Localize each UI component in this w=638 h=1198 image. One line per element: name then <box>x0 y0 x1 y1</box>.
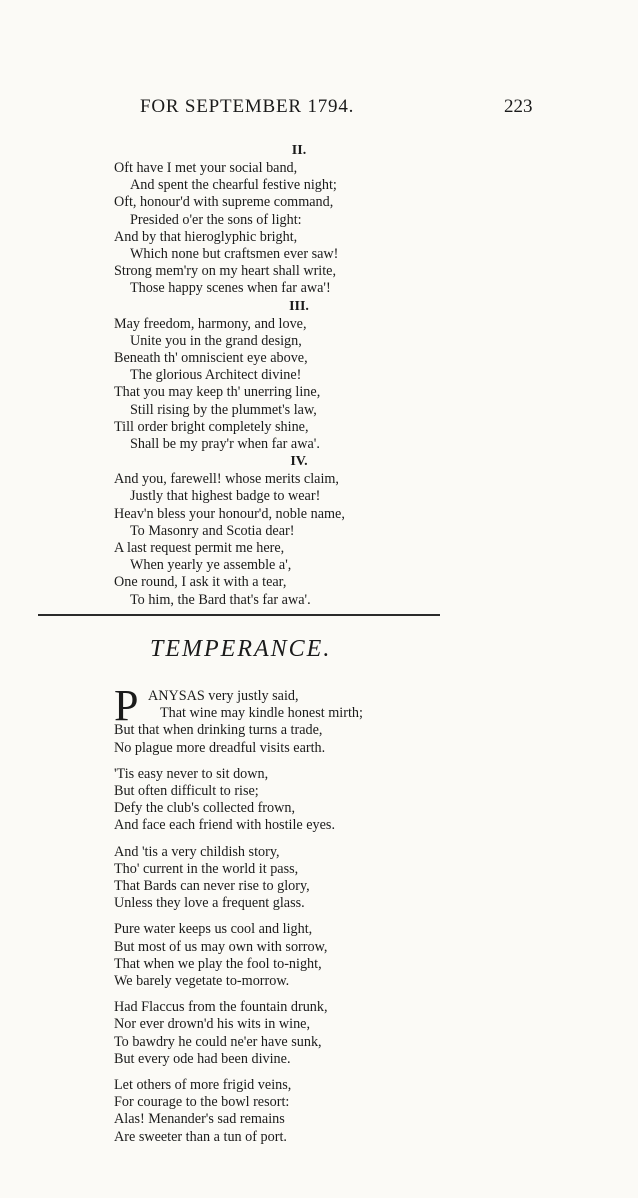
stanza-numeral: II. <box>291 143 307 158</box>
verse-line: But often difficult to rise; <box>114 783 259 800</box>
verse-line: No plague more dreadful visits earth. <box>114 739 326 756</box>
verse-line: May freedom, harmony, and love, <box>114 315 307 332</box>
verse-line: A last request permit me here, <box>114 540 285 557</box>
verse-line: ANYSAS very justly said, <box>148 688 299 704</box>
verse-line: But every ode had been divine. <box>114 1050 291 1067</box>
running-head: FOR SEPTEMBER 1794. <box>140 96 355 117</box>
verse-line: To Masonry and Scotia dear! <box>130 522 295 539</box>
stanza <box>114 844 444 913</box>
verse-line: Tho' current in the world it pass, <box>114 860 299 877</box>
section-divider <box>38 614 440 616</box>
verse-line: Beneath th' omniscient eye above, <box>114 350 308 367</box>
verse-line: One round, I ask it with a tear, <box>114 574 287 591</box>
stanza <box>114 921 444 990</box>
poem-masonic-farewell <box>114 142 444 609</box>
verse-line: Those happy scenes when far awa'! <box>130 280 331 297</box>
verse-line: We barely vegetate to-morrow. <box>114 973 290 990</box>
drop-cap: P <box>114 681 139 730</box>
verse-line: To bawdry he could ne'er have sunk, <box>114 1033 322 1050</box>
stanza-3 <box>114 298 444 454</box>
page-number: 223 <box>504 96 533 117</box>
verse-line: And you, farewell! whose merits claim, <box>114 471 339 488</box>
verse-line: Nor ever drown'd his wits in wine, <box>114 1016 311 1033</box>
verse-line: Had Flaccus from the fountain drunk, <box>114 999 328 1016</box>
verse-line: Oft have I met your social band, <box>114 160 298 176</box>
verse-line: When yearly ye assemble a', <box>130 557 292 574</box>
verse-line: Still rising by the plummet's law, <box>130 401 317 418</box>
verse-line: Till order bright completely shine, <box>114 418 309 435</box>
verse-line: Are sweeter than a tun of port. <box>114 1128 287 1145</box>
verse-line: Justly that highest badge to wear! <box>130 488 321 505</box>
stanza-numeral: IV. <box>290 454 308 470</box>
verse-line: And by that hieroglyphic bright, <box>114 228 298 245</box>
verse-line: Which none but craftsmen ever saw! <box>130 246 339 263</box>
poem-temperance <box>114 681 444 1155</box>
poem-title: TEMPERANCE. <box>150 636 332 662</box>
verse-line: For courage to the bowl resort: <box>114 1094 290 1111</box>
verse-line: Unite you in the grand design, <box>130 332 302 349</box>
stanza <box>114 1077 444 1146</box>
stanza-2 <box>114 142 444 298</box>
verse-line: 'Tis easy never to sit down, <box>114 765 269 782</box>
verse-line: That Bards can never rise to glory, <box>114 878 310 895</box>
verse-line: The glorious Architect divine! <box>130 367 302 384</box>
verse-line: Let others of more frigid veins, <box>114 1077 292 1094</box>
verse-line: Alas! Menander's sad remains <box>114 1111 285 1128</box>
stanza-4 <box>114 453 444 609</box>
verse-line: And spent the chearful festive night; <box>130 177 337 194</box>
stanza-numeral: III. <box>289 298 309 314</box>
verse-line: That wine may kindle honest mirth; <box>160 705 363 722</box>
page-header <box>0 96 638 122</box>
verse-line: Presided o'er the sons of light: <box>130 211 302 228</box>
stanza <box>114 681 444 757</box>
verse-line: To him, the Bard that's far awa'. <box>130 591 311 608</box>
verse-line: That you may keep th' unerring line, <box>114 384 321 401</box>
verse-line: But that when drinking turns a trade, <box>114 722 323 739</box>
verse-line: Defy the club's collected frown, <box>114 800 296 817</box>
stanza <box>114 999 444 1068</box>
verse-line: And face each friend with hostile eyes. <box>114 817 336 834</box>
verse-line: Strong mem'ry on my heart shall write, <box>114 263 337 280</box>
verse-line: Shall be my pray'r when far awa'. <box>130 436 320 453</box>
verse-line: But most of us may own with sorrow, <box>114 938 328 955</box>
verse-line: That when we play the fool to-night, <box>114 955 322 972</box>
verse-line: Oft, honour'd with supreme command, <box>114 194 334 211</box>
verse-line: Pure water keeps us cool and light, <box>114 921 313 938</box>
verse-line: Unless they love a frequent glass. <box>114 895 305 912</box>
verse-line: And 'tis a very childish story, <box>114 843 280 860</box>
verse-line: Heav'n bless your honour'd, noble name, <box>114 505 345 522</box>
stanza <box>114 766 444 835</box>
